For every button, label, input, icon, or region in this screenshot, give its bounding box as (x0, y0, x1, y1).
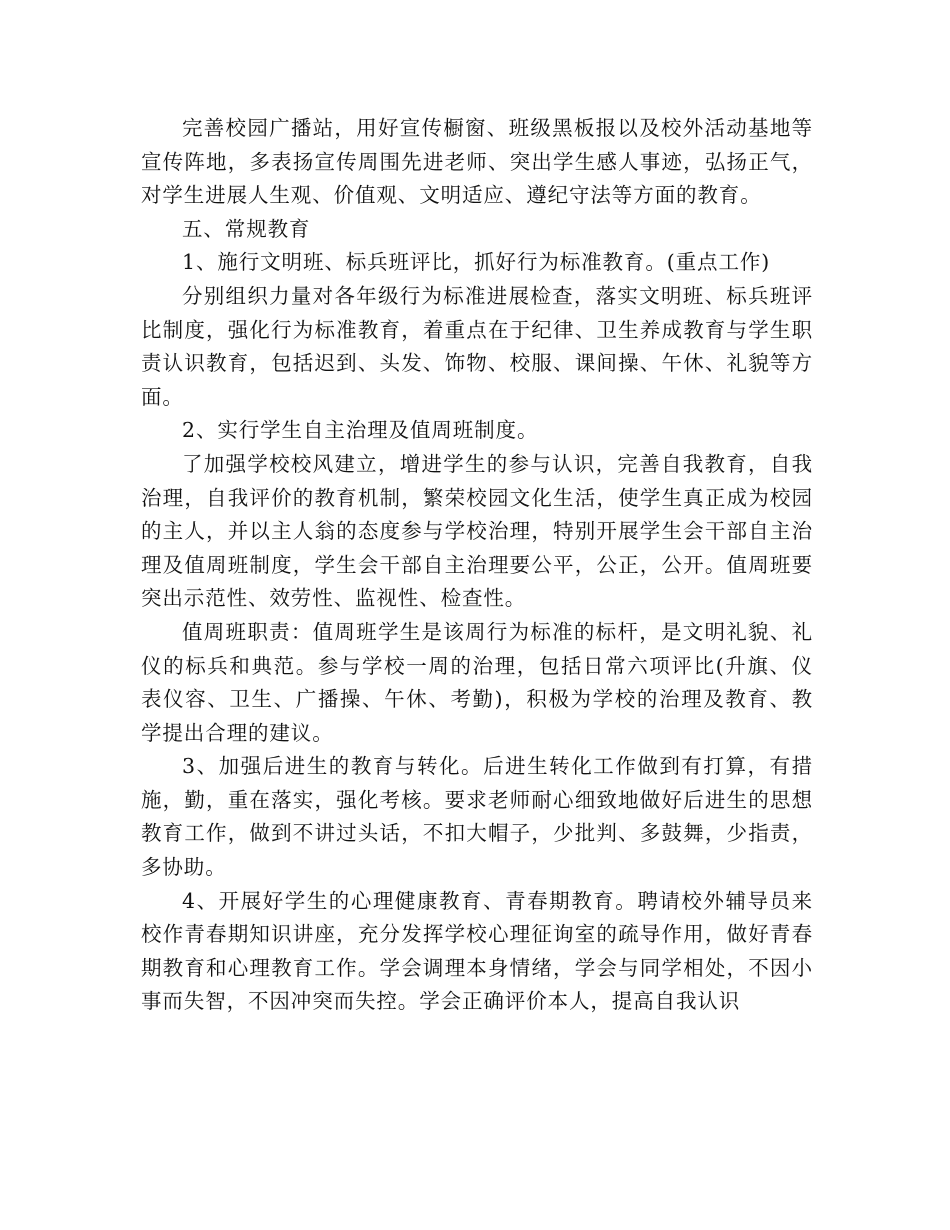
document-body (141, 112, 813, 1019)
item-3-paragraph: 3、加强后进生的教育与转化。后进生转化工作做到有打算，有措施，勤，重在落实，强化考核。要求老师耐心细致地做好后进生的思想教育工作，做到不讲过头话，不扣大帽子，少批判、多鼓舞，少指责，多协助。 (141, 754, 813, 880)
paragraph-publicity: 完善校园广播站，用好宣传橱窗、班级黑板报以及校外活动基地等宣传阵地，多表扬宣传周围先进老师、突出学生感人事迹，弘扬正气，对学生进展人生观、价值观、文明适应、遵纪守法等方面的教育。 (141, 116, 813, 208)
section-heading-routine-education: 五、常规教育 (182, 216, 311, 241)
paragraph-behavior-inspection: 分别组织力量对各年级行为标准进展检查，落实文明班、标兵班评比制度，强化行为标准教育，着重点在于纪律、卫生养成教育与学生职责认识教育，包括迟到、头发、饰物、校服、课间操、午休、礼貌等方面。 (141, 283, 813, 409)
paragraph-self-governance: 了加强学校校风建立，增进学生的参与认识，完善自我教育，自我治理，自我评价的教育机制，繁荣校园文化生活，使学生真正成为校园的主人，并以主人翁的态度参与学校治理，特别开展学生会干部自主治理及值周班制度，学生会干部自主治理要公平，公正，公开。值周班要突出示范性、效劳性、监视性、检查性。 (141, 451, 813, 611)
item-2-heading: 2、实行学生自主治理及值周班制度。 (182, 418, 539, 443)
paragraph-duty-class-responsibilities: 值周班职责：值周班学生是该周行为标准的标杆，是文明礼貌、礼仪的标兵和典范。参与学校一周的治理，包括日常六项评比(升旗、仪表仪容、卫生、广播操、午休、考勤)，积极为学校的治理及教育、教学提出合理的建议。 (141, 619, 813, 745)
item-4-paragraph: 4、开展好学生的心理健康教育、青春期教育。聘请校外辅导员来校作青春期知识讲座，充分发挥学校心理征询室的疏导作用，做好青春期教育和心理教育工作。学会调理本身情绪，学会与同学相处，不因小事而失智，不因冲突而失控。学会正确评价本人，提高自我认识 (141, 888, 813, 1014)
item-1-heading: 1、施行文明班、标兵班评比，抓好行为标准教育。(重点工作) (182, 250, 771, 275)
